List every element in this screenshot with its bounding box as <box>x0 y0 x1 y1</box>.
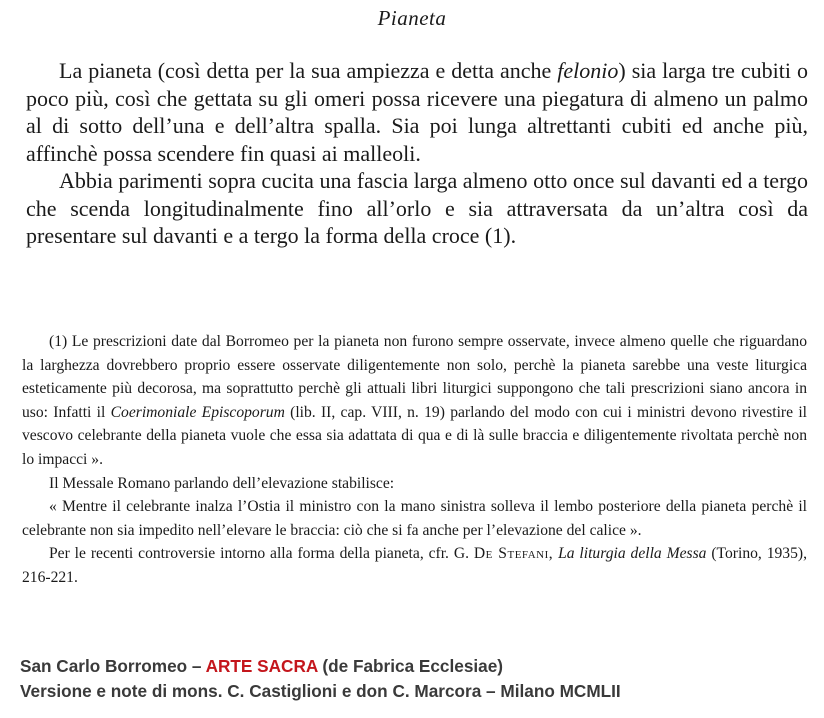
credits-highlight-title: ARTE SACRA <box>205 656 318 676</box>
footnote-4 <box>22 542 807 589</box>
credits-author: San Carlo Borromeo – <box>20 656 206 676</box>
footnote-1-rest: (lib. II, cap. VIII, n. 19) parlando del modo con cui i ministri devono rivestire il vescovo celebrante della pianeta vuole che essa sia adattata di qua e di là sulle braccia e diligentemente rivoltata perchè non lo impacci ». <box>22 403 807 468</box>
credits-line-2: Versione e note di mons. C. Castiglioni e don C. Marcora – Milano MCMLII <box>20 681 621 701</box>
footnote-4-author: De Stefani, <box>473 545 554 563</box>
footnote-4-italic-title: La liturgia della Messa <box>553 545 707 563</box>
main-text <box>26 57 808 250</box>
footnotes <box>22 330 807 590</box>
footnote-1-start: (1) Le prescrizioni date dal Borromeo per la pianeta non furono sempre osservate, invece almeno quelle che riguardano la larghezza dovrebbero proprio essere osservate diligentemente non solo, perchè la pianeta sarebbe una veste liturgica esteticamente più decorosa, ma soprattutto perchè gli attuali libri liturgici suppongono che tali prescrizioni siano ancora in uso: Infatti il <box>22 333 807 421</box>
footnote-2: Il Messale Romano parlando dell’elevazione stabilisce: <box>49 474 395 492</box>
page-title: Pianeta <box>377 6 447 30</box>
source-credits <box>20 654 820 704</box>
paragraph-1-italic-term: felonio <box>557 58 619 83</box>
footnote-4-start: Per le recenti controversie intorno alla forma della pianeta, cfr. G. <box>49 545 474 563</box>
paragraph-1-start: La pianeta (così detta per la sua ampiezza e detta anche <box>59 58 558 83</box>
paragraph-1-rest: ) sia larga tre cubiti o poco più, così che gettata su gli omeri possa ricevere una piegatura di almeno un palmo al di sotto dell’una e dell’altra spalla. Sia poi lunga altrettanti cubiti ed anche più, affinchè possa scendere fin quasi ai malleoli. <box>26 58 808 166</box>
credits-subtitle: (de Fabrica Ecclesiae) <box>317 656 503 676</box>
footnote-1-italic-title: Coerimoniale Episcoporum <box>110 403 285 421</box>
footnote-3-quote: « Mentre il celebrante inalza l’Ostia il ministro con la mano sinistra solleva il lembo posteriore della pianeta perchè il celebrante non sia impedito nell’elevare le braccia: ciò che si fa anche per l’elevazione del calice ». <box>22 498 807 539</box>
credits-line-1 <box>20 654 820 679</box>
paragraph-1 <box>26 57 808 167</box>
footnote-4-rest: (Torino, 1935), 216-221. <box>22 545 807 586</box>
footnote-1 <box>22 330 807 472</box>
paragraph-2: Abbia parimenti sopra cucita una fascia larga almeno otto once sul davanti ed a tergo che scenda longitudinalmente fino all’orlo e sia attraversata da un’altra così da presentare sul davanti e a tergo la forma della croce (1). <box>26 168 808 248</box>
